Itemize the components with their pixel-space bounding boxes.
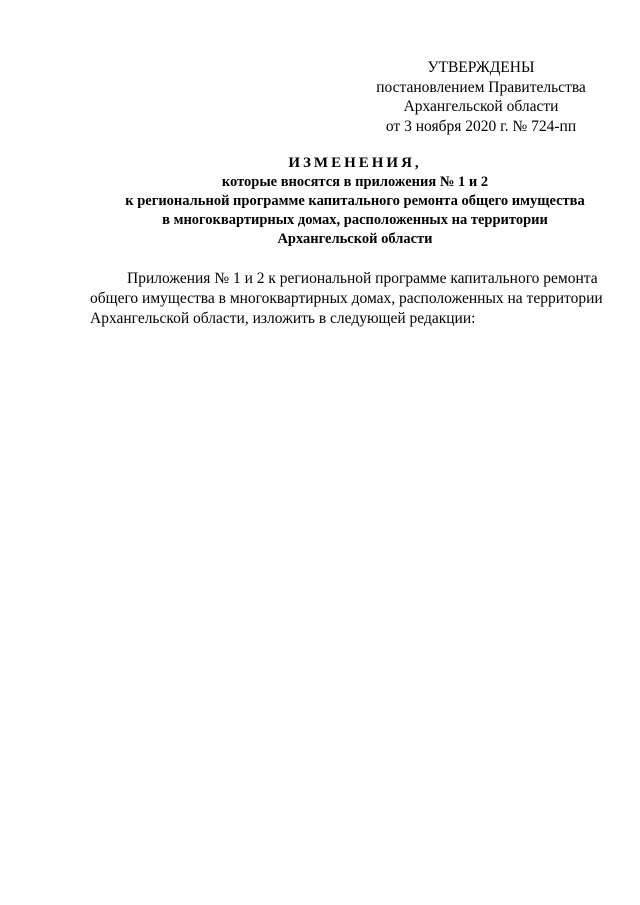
heading-title: ИЗМЕНЕНИЯ,: [288, 155, 422, 171]
heading-line-2: к региональной программе капитального ремонта общего имущества: [125, 193, 585, 209]
approval-stamp-title: УТВЕРЖДЕНЫ: [427, 59, 535, 76]
body-line-2: общего имущества в многоквартирных домах, расположенных на территории: [90, 290, 603, 307]
heading-line-3: в многоквартирных домах, расположенных на территории: [162, 212, 548, 228]
approval-decree-line: постановлением Правительства: [376, 78, 586, 96]
body-paragraph: [90, 269, 610, 329]
approval-region-line: Архангельской области: [403, 98, 559, 115]
body-line-3: Архангельской области, изложить в следующей редакции:: [90, 310, 476, 327]
document-heading: [60, 154, 640, 249]
heading-line-1: которые вносятся в приложения № 1 и 2: [221, 174, 489, 190]
approval-date-line: от 3 ноября 2020 г. № 724-пп: [385, 117, 577, 135]
body-line-1: Приложения № 1 и 2 к региональной программе капитального ремонта: [127, 270, 598, 287]
approval-block: [370, 58, 592, 136]
heading-line-4: Архангельской области: [277, 231, 433, 247]
